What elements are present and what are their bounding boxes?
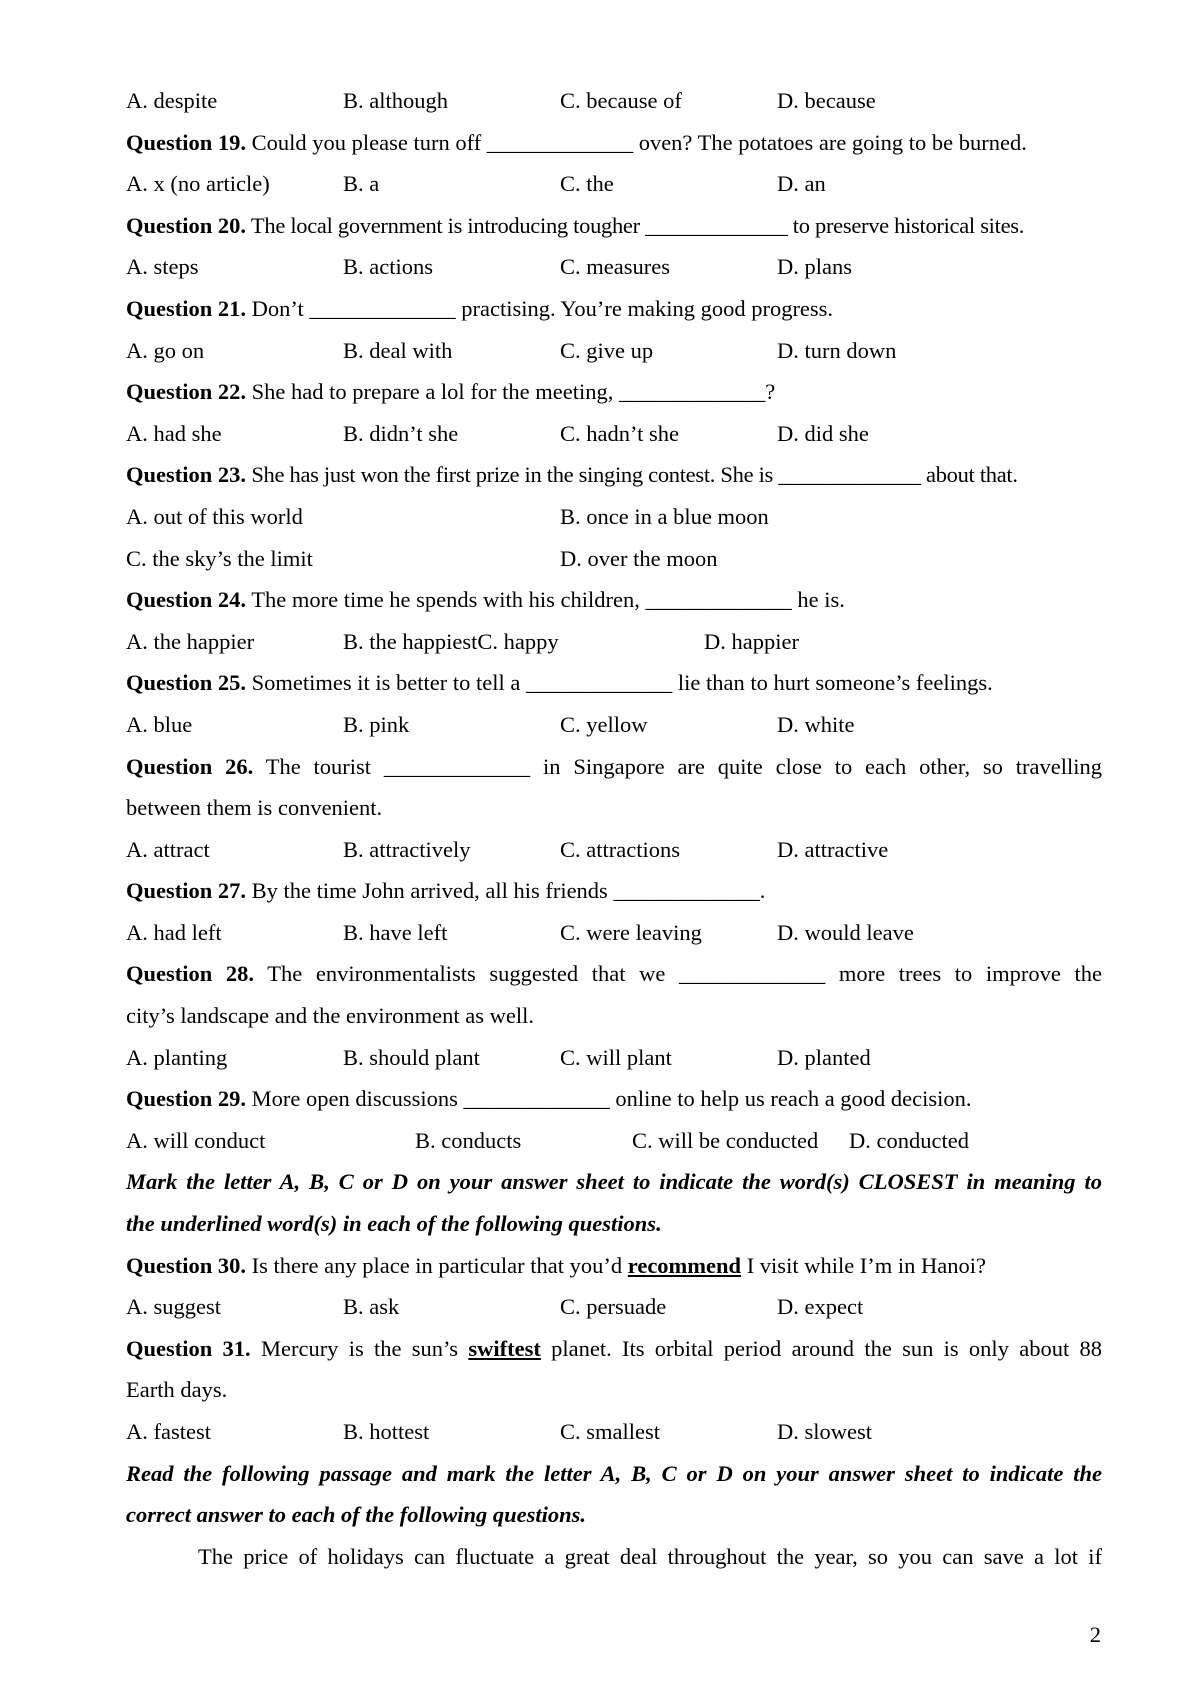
option-a: A. had she <box>126 420 222 446</box>
option-a: A. out of this world <box>126 503 303 529</box>
option-d: D. because <box>777 88 876 113</box>
option-d: D. turn down <box>777 337 897 363</box>
question-27 <box>126 870 1102 912</box>
question-22 <box>126 371 1102 413</box>
option-c: C. measures <box>560 254 670 280</box>
option-c: C. the sky’s the limit <box>126 545 313 571</box>
q19-options <box>126 163 1102 205</box>
option-d: D. expect <box>777 1294 864 1320</box>
question-19 <box>126 122 1102 164</box>
q23-options-row1 <box>126 496 1102 538</box>
option-a: A. planting <box>126 1044 228 1070</box>
option-d: D. conducted <box>849 1127 969 1153</box>
question-31 <box>126 1328 1102 1370</box>
question-label: Question 28. <box>126 961 255 987</box>
question-text: The environmentalists suggested that we _____________ more trees to improve the <box>254 961 1103 987</box>
q22-options <box>126 413 1102 455</box>
option-a: A. go on <box>126 337 205 363</box>
question-text: Could you please turn off _____________ oven? The potatoes are going to be burned. <box>246 129 1027 155</box>
q21-options <box>126 330 1102 372</box>
option-a: A. despite <box>126 88 218 113</box>
option-b: B. a <box>343 171 380 197</box>
question-26 <box>126 746 1102 788</box>
option-b: B. hottest <box>343 1419 430 1444</box>
option-b: B. conducts <box>415 1127 522 1153</box>
instruction-closest-meaning-continued: the underlined word(s) in each of the following questions. <box>126 1211 662 1237</box>
q29-options <box>126 1120 1102 1162</box>
option-b: B. deal with <box>343 337 453 363</box>
option-b: B. ask <box>343 1294 400 1320</box>
option-a: A. x (no article) <box>126 171 270 197</box>
question-text: She had to prepare a lol for the meeting, _____________? <box>246 379 776 405</box>
option-a: A. blue <box>126 711 193 737</box>
q23-options-row2 <box>126 538 1102 580</box>
question-label: Question 21. <box>126 295 247 321</box>
q20-options <box>126 246 1102 288</box>
question-label: Question 31. <box>126 1335 251 1361</box>
question-30 <box>126 1245 1102 1287</box>
question-29 <box>126 1078 1102 1120</box>
option-b: B. although <box>343 88 448 113</box>
instruction-closest-meaning: Mark the letter A, B, C or D on your answer sheet to indicate the word(s) CLOSEST in meaning to <box>126 1169 1102 1195</box>
option-c: C. hadn’t she <box>560 420 679 446</box>
question-text-before: Mercury is the sun’s <box>250 1335 469 1361</box>
question-text: Don’t _____________ practising. You’re making good progress. <box>246 295 834 321</box>
option-d: D. an <box>777 171 826 197</box>
option-d: D. over the moon <box>560 545 718 571</box>
question-text: She has just won the first prize in the singing contest. She is _____________ about that. <box>246 462 1018 488</box>
option-b: B. didn’t she <box>343 420 459 446</box>
option-d: D. slowest <box>777 1419 872 1444</box>
option-a: A. had left <box>126 919 222 945</box>
option-a: A. will conduct <box>126 1127 266 1153</box>
question-31-continued: Earth days. <box>126 1377 228 1403</box>
question-24 <box>126 579 1102 621</box>
question-text-before: Is there any place in particular that you’d <box>246 1252 628 1278</box>
option-a: A. suggest <box>126 1294 221 1320</box>
question-23 <box>126 454 1102 496</box>
question-26-continued: between them is convenient. <box>126 795 383 821</box>
q31-options <box>126 1411 1102 1453</box>
option-c: C. yellow <box>560 711 648 737</box>
question-label: Question 30. <box>126 1252 247 1278</box>
option-c: C. were leaving <box>560 919 702 945</box>
question-28-continued: city’s landscape and the environment as well. <box>126 1003 534 1029</box>
q18-options <box>126 80 1102 122</box>
option-c: C. will be conducted <box>632 1127 819 1153</box>
option-b: B. actions <box>343 254 433 280</box>
option-c: C. give up <box>560 337 654 363</box>
option-c: C. because of <box>560 88 682 113</box>
q30-options <box>126 1286 1102 1328</box>
q28-options <box>126 1037 1102 1079</box>
option-a: A. steps <box>126 254 199 280</box>
question-text: The more time he spends with his children, _____________ he is. <box>246 587 845 613</box>
option-c: C. will plant <box>560 1044 672 1070</box>
q27-options <box>126 912 1102 954</box>
question-text: More open discussions _____________ online to help us reach a good decision. <box>246 1086 972 1112</box>
question-label: Question 24. <box>126 587 247 613</box>
question-label: Question 22. <box>126 379 247 405</box>
option-b: B. pink <box>343 711 410 737</box>
question-25 <box>126 662 1102 704</box>
question-text: The local government is introducing tougher _____________ to preserve historical sites. <box>246 212 1025 238</box>
question-text: The tourist _____________ in Singapore are quite close to each other, so travelling <box>253 753 1102 779</box>
option-c: C. the <box>560 171 614 197</box>
option-c: C. attractions <box>560 836 680 862</box>
q26-options <box>126 829 1102 871</box>
option-b: B. attractively <box>343 836 471 862</box>
question-21 <box>126 288 1102 330</box>
question-28 <box>126 953 1102 995</box>
question-label: Question 23. <box>126 462 247 488</box>
option-a: A. attract <box>126 836 210 862</box>
option-d: D. attractive <box>777 836 889 862</box>
question-20 <box>126 205 1102 247</box>
option-b: B. have left <box>343 919 448 945</box>
option-a: A. fastest <box>126 1419 211 1444</box>
underlined-word: recommend <box>627 1252 742 1278</box>
question-label: Question 25. <box>126 670 247 696</box>
option-d: D. did she <box>777 420 869 446</box>
question-label: Question 27. <box>126 878 247 904</box>
underlined-word: swiftest <box>468 1335 541 1361</box>
passage-text: The price of holidays can fluctuate a great deal throughout the year, so you can save a lot if <box>198 1543 1102 1569</box>
question-text-after: I visit while I’m in Hanoi? <box>741 1252 987 1278</box>
question-label: Question 20. <box>126 212 247 238</box>
exam-page <box>126 80 1102 1577</box>
question-text: By the time John arrived, all his friends _____________. <box>246 878 766 904</box>
option-d: D. planted <box>777 1044 871 1070</box>
page-number: 2 <box>1089 1622 1101 1647</box>
option-b: B. once in a blue moon <box>560 503 769 529</box>
question-label: Question 26. <box>126 753 254 779</box>
instruction-reading-continued: correct answer to each of the following questions. <box>126 1502 587 1528</box>
instruction-reading: Read the following passage and mark the letter A, B, C or D on your answer sheet to indicate the <box>126 1460 1102 1486</box>
option-a: A. the happier <box>126 628 255 654</box>
option-c: C. smallest <box>560 1419 660 1444</box>
question-text: Sometimes it is better to tell a _____________ lie than to hurt someone’s feelings. <box>246 670 993 696</box>
question-text-after: planet. Its orbital period around the sun is only about 88 <box>540 1335 1102 1361</box>
option-c: C. persuade <box>560 1294 667 1320</box>
question-label: Question 19. <box>126 129 247 155</box>
q24-options <box>126 621 1102 663</box>
q25-options <box>126 704 1102 746</box>
option-d: D. happier <box>704 628 799 654</box>
option-d: D. would leave <box>777 919 914 945</box>
option-b-c: B. the happiestC. happy <box>343 628 559 654</box>
option-d: D. plans <box>777 254 852 280</box>
option-b: B. should plant <box>343 1044 480 1070</box>
question-label: Question 29. <box>126 1086 247 1112</box>
option-d: D. white <box>777 711 855 737</box>
